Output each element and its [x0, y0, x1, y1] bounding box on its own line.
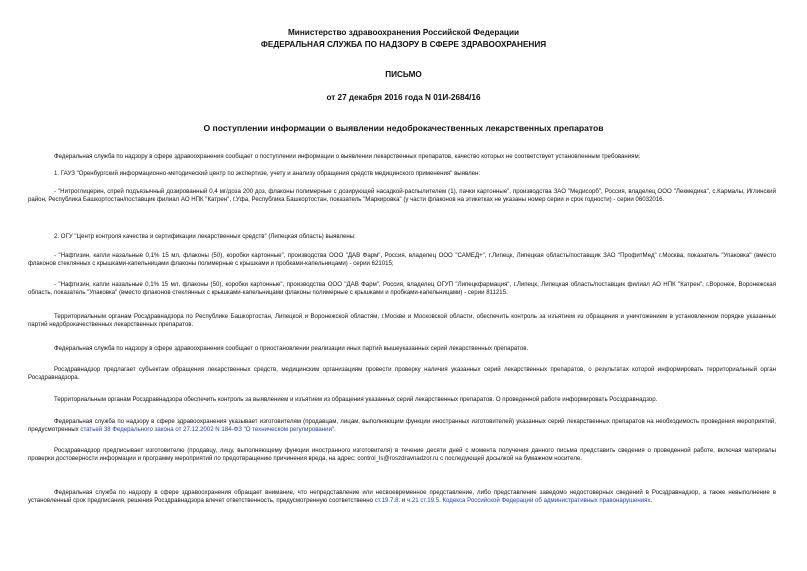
paragraph-territorial-control: Территориальным органам Росздравнадзора по Республике Башкортостан, Липецкой и Воронежской областям, г.Москве и Московской области, обеспечить контроль за изъятием из обращения и уничтожением в установленном порядке указанных партий недоброкачественных лекарственных препаратов.	[28, 313, 776, 329]
paragraph-prescription: Росздравнадзор предписывает изготовителю (продавцу, лицу, выполняющему функции иностранного изготовителя) в течение десяти дней с момента получения данного письма представить сведения о проведенной работе, включая материалы проверки достоверности информации и программу мероприятий по предотвращению причинения вреда, на адрес: control_ls@roszdravnadzor.ru с последующей досылкой на бумажном носителе.	[28, 447, 776, 463]
document-subject: О поступлении информации о выявлении недоброкачественных лекарственных препаратов	[203, 123, 604, 133]
paragraph-inspection: Росздравнадзор предлагает субъектам обращения лекарственных средств, медицинским организациям провести проверку наличия указанных серий лекарственных препаратов, о результатах которой информировать территориальный орган Росздравнадзора.	[28, 366, 776, 382]
paragraph-liability: Федеральная служба по надзору в сфере здравоохранения обращает внимание, что непредставление или несвоевременное представление, либо представление заведомо недостоверных сведений в Росздравнадзор, а также невыполнение в установленный срок предписания, решения Росздравнадзора влечет ответственность, предусмотренную соответственно ст.19.7.8. и ч.21 ст.19.5. Кодекса Российской Федерации об административных правонарушениях.	[28, 489, 776, 505]
paragraph-item-1: 1. ГАУЗ "Оренбургский информационно-методический центр по экспертизе, учету и анализу обращения средств медицинского применения" выявлен:	[54, 170, 481, 177]
service-name: ФЕДЕРАЛЬНАЯ СЛУЖБА ПО НАДЗОРУ В СФЕРЕ ЗДРАВООХРАНЕНИЯ	[260, 40, 547, 49]
paragraph-suspension: Федеральная служба по надзору в сфере здравоохранения сообщает о приостановлении реализации иных партий вышеуказанных серий лекарственных препаратов.	[54, 345, 529, 352]
document-type: ПИСЬМО	[385, 70, 422, 79]
paragraph-manufacturers: Федеральная служба по надзору в сфере здравоохранения указывает изготовителям (продавцам, лицам, выполняющим функции иностранных изготовителей) указанных серий лекарственных препаратов на необходимость проведения мероприятий, предусмотренных статьей 38 Федерального закона от 27.12.2002 N 184-ФЗ "О техническом регулировании".	[28, 418, 776, 434]
document-date-number: от 27 декабря 2016 года N 01И-2684/16	[326, 93, 481, 102]
paragraph-nitroglycerin: - "Нитроглицерин, спрей подъязычный дозированный 0,4 мг/доза 200 доз, флаконы полимерные с дозирующей насадкой-распылителем (1), пачки картонные", производства ЗАО "Медисорб", Россия, владелец ООО "Лекмедика", с.Кармалы, Иглинский район, Республика Башкортостан/поставщик филиал АО НПК "Катрен", г.Уфа, Республика Башкортостан, показатель "Маркировка" (у части флаконов на этикетках не указаны номер серии и срок годности) - серии 06032016.	[28, 188, 776, 204]
paragraph-withdrawal: Территориальным органам Росздравнадзора обеспечить контроль за выявлением и изъятием из обращения указанных серий лекарственных препаратов. О проведенной работе информировать Росздравнадзор.	[54, 396, 658, 403]
koap-19-7-8-link[interactable]: ст.19.7.8.	[374, 497, 401, 505]
koap-19-5-link[interactable]: ч.21 ст.19.5. Кодекса Российской Федерации об административных правонарушениях	[407, 497, 651, 505]
paragraph-naphthyzine-1: - "Нафтизин, капли назальные 0,1% 15 мл, флаконы (50), коробки картонные", производства ООО "ДАВ Фарм", Россия, владелец ООО "САМЕД+", г.Липецк, Липецкая область/поставщик ЗАО "ПрофитМед" г.Москва, показатель "Упаковка" (вместо флаконов стеклянных с крышками-капельницами флаконы полимерные с крышками и пробками-капельницами) - серии 621015;	[28, 252, 776, 268]
law-184fz-link[interactable]: статьей 38 Федерального закона от 27.12.2002 N 184-ФЗ "О техническом регулировании"	[80, 426, 335, 434]
ministry-name: Министерство здравоохранения Российской Федерации	[287, 28, 520, 37]
paragraph-item-2: 2. ОГУ "Центр контроля качества и сертификации лекарственных средств" (Липецкая область) выявлены:	[54, 233, 356, 240]
paragraph-naphthyzine-2: - "Нафтизин, капли назальные 0,1% 15 мл, флаконы (50), коробки картонные", производства ООО "ДАВ Фарм", Россия, владелец ОГУП "Липецкфармация", г.Липецк, Липецкая область/поставщик филиал АО НПК "Катрен", г.Воронеж, Воронежская область, показатель "Упаковка" (вместо флаконов стеклянных с крышками-капельницами флаконы полимерные с крышками и пробками-капельницами) - серии 811215.	[28, 281, 776, 297]
paragraph-intro: Федеральная служба по надзору в сфере здравоохранения сообщает о поступлении информации о выявлении лекарственных препаратов, качество которых не соответствует установленным требованиям:	[54, 153, 641, 160]
